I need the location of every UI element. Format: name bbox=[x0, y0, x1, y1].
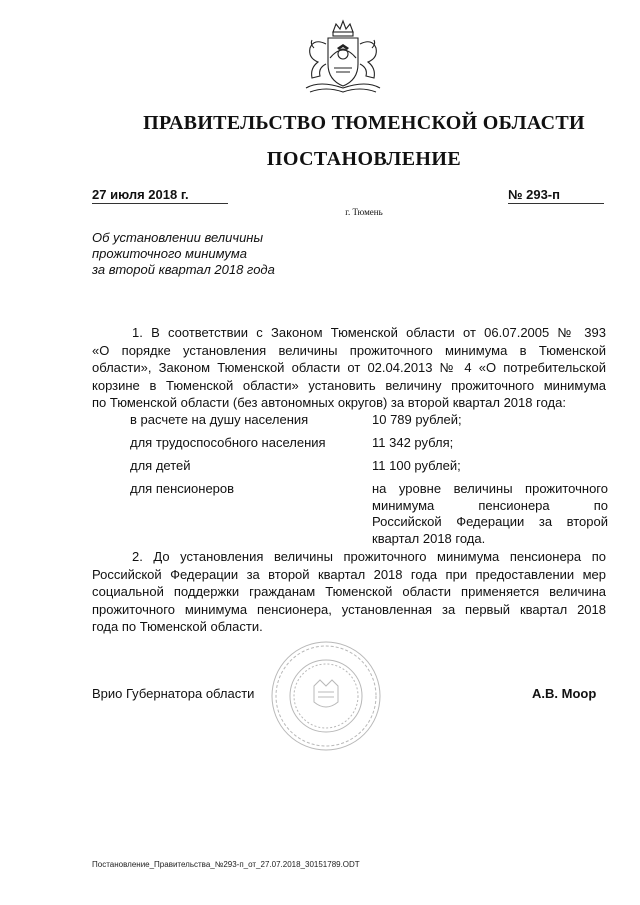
signer-position: Врио Губернатора области bbox=[92, 686, 255, 701]
paragraph-line: корзине в Тюменской области» установить величину прожиточного минимума bbox=[92, 377, 606, 393]
pension-value-line: квартал 2018 года. bbox=[372, 530, 486, 546]
rate-row-pension bbox=[130, 481, 610, 546]
footer-filename: Постановление_Правительства_№293-п_от_27.07.2018_30151789.ODT bbox=[92, 860, 360, 869]
document-city: г. Тюмень bbox=[345, 207, 383, 217]
paragraph-2 bbox=[92, 548, 606, 636]
paragraph-line: прожиточного минимума пенсионера, установленная за первый квартал 2018 bbox=[92, 601, 606, 617]
official-seal-icon bbox=[270, 640, 382, 752]
rate-value: 11 100 рублей; bbox=[372, 458, 461, 473]
rate-row bbox=[130, 412, 610, 435]
pension-value-line: Российской Федерации за второй bbox=[372, 514, 608, 529]
pension-value-line: на уровне величины прожиточного bbox=[372, 481, 608, 496]
paragraph-line: «О порядке установления величины прожиточного минимума в Тюменской bbox=[92, 342, 606, 358]
document-date: 27 июля 2018 г. bbox=[92, 187, 228, 204]
subject-line: за второй квартал 2018 года bbox=[92, 262, 275, 277]
paragraph-line: по Тюменской области (без автономных округов) за второй квартал 2018 года: bbox=[92, 395, 566, 410]
rates-list bbox=[130, 412, 610, 546]
rate-category: для пенсионеров bbox=[130, 481, 235, 496]
subject-line: Об установлении величины bbox=[92, 230, 264, 245]
paragraph-line: 1. В соответствии с Законом Тюменской области от 06.07.2005 № 393 bbox=[132, 325, 606, 340]
paragraph-line: области», Законом Тюменской области от 02.04.2013 № 4 «О потребительской bbox=[92, 360, 606, 375]
paragraph-line: 2. До установления величины прожиточного минимума пенсионера по bbox=[132, 549, 606, 564]
document-subject bbox=[92, 230, 332, 278]
paragraph-line: социальной поддержки гражданам Тюменской области применяется величина bbox=[92, 584, 606, 599]
document-number: № 293-п bbox=[508, 187, 604, 204]
signer-name: А.В. Моор bbox=[532, 686, 597, 701]
rate-category: в расчете на душу населения bbox=[130, 412, 309, 427]
rate-row bbox=[130, 458, 610, 481]
paragraph-1 bbox=[92, 324, 606, 412]
pension-value-line: минимума пенсионера по bbox=[372, 497, 608, 513]
tyumen-coat-of-arms-icon bbox=[300, 18, 386, 98]
rate-category: для трудоспособного населения bbox=[130, 435, 326, 450]
rate-value-pension bbox=[372, 481, 608, 547]
subject-line: прожиточного минимума bbox=[92, 246, 247, 261]
rate-category: для детей bbox=[130, 458, 191, 473]
rate-row bbox=[130, 435, 610, 458]
rate-value: 11 342 рубля; bbox=[372, 435, 454, 450]
document-type-title: ПОСТАНОВЛЕНИЕ bbox=[266, 148, 462, 170]
paragraph-line: года по Тюменской области. bbox=[92, 619, 263, 634]
rate-value: 10 789 рублей; bbox=[372, 412, 462, 427]
paragraph-line: Российской Федерации за второй квартал 2018 года при предоставлении мер bbox=[92, 566, 606, 582]
organization-title: ПРАВИТЕЛЬСТВО ТЮМЕНСКОЙ ОБЛАСТИ bbox=[143, 112, 585, 134]
